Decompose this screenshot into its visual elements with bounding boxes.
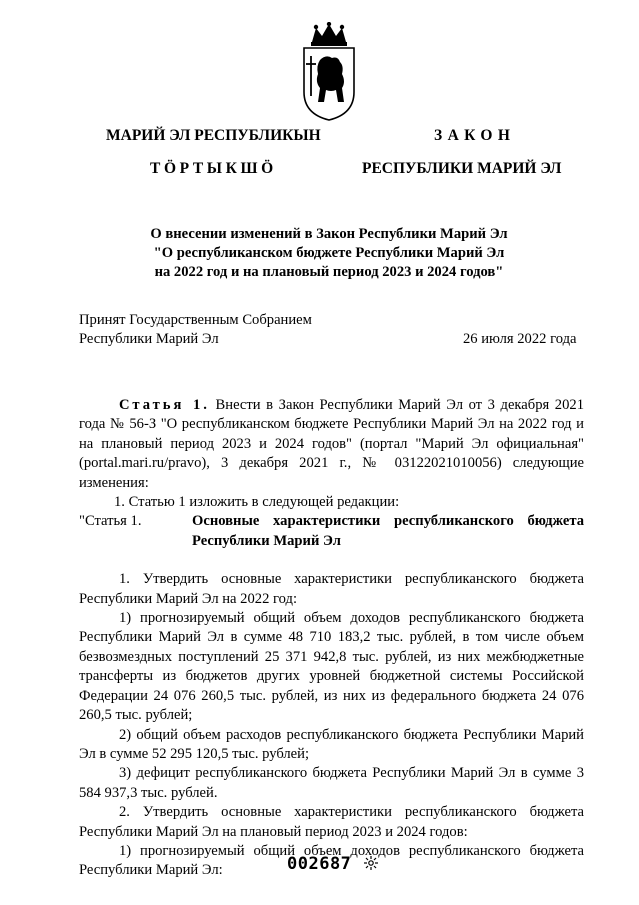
title-line1: О внесении изменений в Закон Республики Марий Эл: [150, 226, 508, 242]
header-right-line2: РЕСПУБЛИКИ МАРИЙ ЭЛ: [362, 160, 562, 177]
paragraph-2-1: 1) прогнозируемый общий объем доходов республиканского бюджета Республики Марий Эл:: [79, 842, 584, 879]
mari-el-coat-of-arms-icon: [298, 22, 360, 122]
document-serial-number: 002687: [287, 854, 352, 874]
quoted-article-title: Основные характеристики республиканского бюджета Республики Марий Эл: [192, 513, 584, 549]
adoption-line1: Принят Государственным Собранием: [79, 312, 312, 328]
article1-label: Статья 1.: [119, 397, 210, 413]
paragraph-1-2: 2) общий объем расходов республиканского бюджета Республики Марий Эл в сумме 52 295 120,5 тыс. рублей;: [79, 726, 584, 762]
adoption-line2: Республики Марий Эл: [79, 331, 219, 347]
law-title: [79, 225, 579, 282]
title-line3: на 2022 год и на плановый период 2023 и 2024 годов": [154, 264, 504, 280]
quoted-article-label: "Статья 1.: [79, 513, 142, 530]
item1: 1. Статью 1 изложить в следующей редакции:: [114, 494, 400, 511]
paragraph-1: 1. Утвердить основные характеристики республиканского бюджета Республики Марий Эл на 2022 год:: [79, 571, 584, 607]
header-right-line1: ЗАКОН: [434, 127, 516, 144]
law-body: [79, 396, 584, 881]
article1-text: Внести в Закон Республики Марий Эл от 3 декабря 2021 года № 56-З "О республиканском бюджете Республики Марий Эл на 2022 год и на плановый период 2023 и 2024 годов" (портал "Марий Эл официальная" (portal.mari.ru/pravo), 3 декабря 2021 г., № 03122021010056) следующие изменения:: [79, 397, 584, 491]
header-left-line2: ТӦРТЫКШӦ: [150, 160, 277, 177]
paragraph-1-3: 3) дефицит республиканского бюджета Республики Марий Эл в сумме 3 584 937,3 тыс. рублей.: [79, 765, 584, 801]
paragraph-1-1: 1) прогнозируемый общий объем доходов республиканского бюджета Республики Марий Эл в сумме 48 710 183,2 тыс. рублей, в том числе объем безвозмездных поступлений 25 371 942,8 тыс. рублей, из них межбюджетные трансферты из бюджетов других уровней бюджетной системы Российской Федерации 24 076 260,5 тыс. рублей, из них из федерального бюджета 24 076 260,5 тыс. рублей;: [79, 610, 584, 724]
quoted-article-heading: [79, 512, 584, 551]
adoption-date: 26 июля 2022 года: [463, 331, 577, 347]
title-line2: "О республиканском бюджете Республики Марий Эл: [153, 245, 505, 261]
paragraph-2: 2. Утвердить основные характеристики республиканского бюджета Республики Марий Эл на плановый период 2023 и 2024 годов:: [79, 804, 584, 840]
header-left-line1: МАРИЙ ЭЛ РЕСПУБЛИКЫН: [106, 127, 321, 144]
article1-paragraph: [79, 396, 584, 493]
asterisk-mark-icon: [363, 855, 379, 871]
adoption-statement: [79, 311, 312, 349]
